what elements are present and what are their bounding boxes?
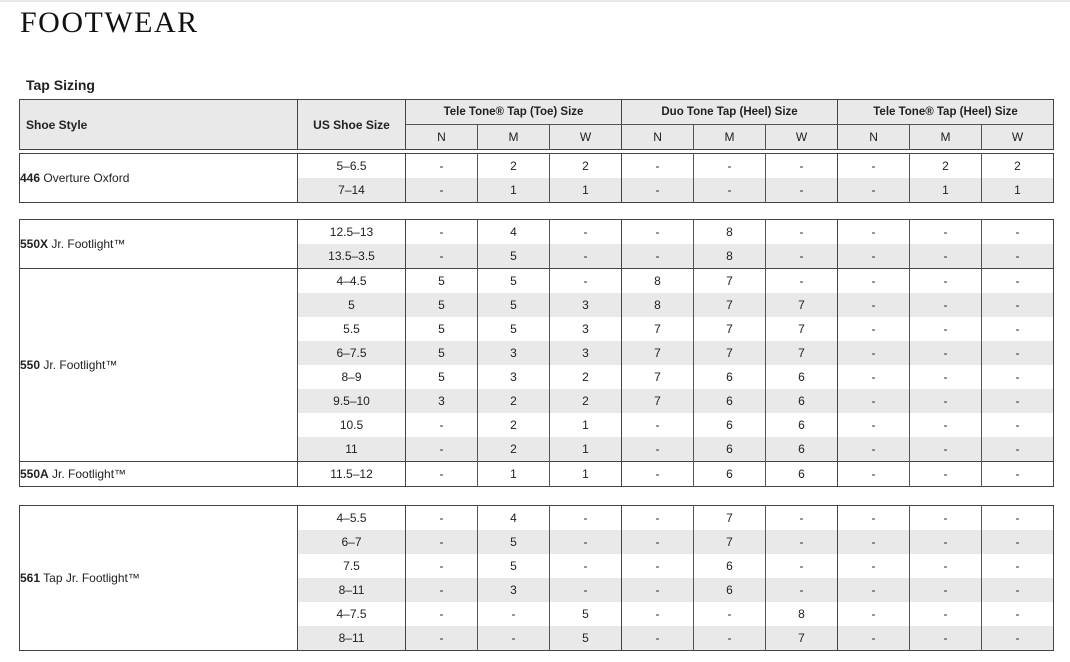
width-header: M	[694, 125, 766, 150]
size-value-cell: -	[910, 413, 982, 437]
size-value-cell: -	[982, 578, 1054, 602]
size-value-cell: -	[622, 626, 694, 651]
size-value-cell: -	[982, 317, 1054, 341]
size-value-cell: 1	[910, 178, 982, 203]
size-value-cell: 8	[622, 269, 694, 294]
size-value-cell: -	[910, 437, 982, 462]
size-value-cell: 5	[478, 269, 550, 294]
size-value-cell: 1	[982, 178, 1054, 203]
shoe-size-cell: 6–7	[298, 530, 406, 554]
tele-tone-toe-header: Tele Tone® Tap (Toe) Size	[406, 100, 622, 125]
size-value-cell: -	[910, 626, 982, 651]
size-value-cell: -	[766, 244, 838, 269]
size-value-cell: 3	[478, 578, 550, 602]
size-value-cell: -	[655, 418, 660, 432]
shoe-size-cell: 8–11	[298, 578, 406, 602]
size-value-cell: -	[406, 437, 478, 462]
size-value-cell: 2	[478, 413, 550, 437]
size-value-cell: -	[550, 244, 622, 269]
size-value-cell: 3	[550, 317, 622, 341]
size-value-cell: -	[910, 341, 982, 365]
size-value-cell: -	[910, 389, 982, 413]
size-value-cell: 2	[910, 154, 982, 179]
width-header: N	[622, 125, 694, 150]
size-value-cell: 8	[694, 244, 766, 269]
shoe-size-cell: 4–7.5	[298, 602, 406, 626]
size-value-cell: -	[766, 578, 838, 602]
size-value-cell: -	[766, 154, 838, 179]
size-value-cell: 5	[406, 293, 478, 317]
size-value-cell: -	[910, 293, 982, 317]
size-value-cell: -	[982, 437, 1054, 462]
size-value-cell: -	[871, 370, 876, 384]
shoe-size-cell: 9.5–10	[298, 389, 406, 413]
size-value-cell: -	[838, 293, 910, 317]
size-value-cell: 3	[478, 341, 550, 365]
width-header: W	[982, 125, 1054, 150]
shoe-size-cell: 7–14	[298, 178, 406, 203]
size-value-cell: 1	[478, 178, 550, 203]
page-title: FOOTWEAR	[20, 6, 199, 39]
size-value-cell: -	[622, 437, 694, 462]
width-header: W	[550, 125, 622, 150]
table-row	[20, 462, 1054, 487]
size-value-cell: -	[838, 578, 910, 602]
size-value-cell: -	[439, 159, 444, 173]
size-value-cell: -	[838, 437, 910, 462]
style-name: Jr. Footlight™	[48, 237, 126, 251]
size-value-cell: 6	[766, 389, 838, 413]
shoe-size-cell: 7.5	[298, 554, 406, 578]
size-value-cell: -	[766, 178, 838, 203]
size-value-cell: 6	[694, 389, 766, 413]
shoe-style-cell	[20, 220, 298, 269]
size-value-cell: -	[478, 602, 550, 626]
size-value-cell: -	[766, 269, 838, 294]
size-value-cell: 5	[478, 317, 550, 341]
width-header: N	[838, 125, 910, 150]
size-value-cell: 5	[478, 554, 550, 578]
shoe-style-cell	[20, 462, 298, 487]
size-value-cell: 2	[478, 437, 550, 462]
size-value-cell: 1	[550, 437, 622, 462]
style-name: Jr. Footlight™	[48, 467, 127, 481]
size-value-cell: -	[910, 602, 982, 626]
shoe-style-header: Shoe Style	[20, 100, 298, 150]
size-value-cell: -	[871, 225, 876, 239]
size-value-cell: -	[655, 607, 660, 621]
size-value-cell: -	[694, 178, 766, 203]
size-value-cell: 3	[478, 365, 550, 389]
size-value-cell: -	[838, 389, 910, 413]
shoe-size-cell: 6–7.5	[298, 341, 406, 365]
size-value-cell: -	[406, 626, 478, 651]
size-value-cell: -	[622, 530, 694, 554]
size-value-cell: 7	[766, 341, 838, 365]
size-value-cell: 7	[766, 626, 838, 651]
size-value-cell: -	[766, 506, 838, 531]
size-value-cell: 6	[694, 437, 766, 462]
shoe-size-cell: 4–4.5	[298, 269, 406, 294]
size-value-cell: -	[910, 317, 982, 341]
shoe-size-cell: 11	[298, 437, 406, 462]
size-value-cell: -	[655, 511, 660, 525]
size-value-cell: 3	[406, 389, 478, 413]
size-value-cell: -	[910, 462, 982, 487]
size-value-cell: -	[982, 602, 1054, 626]
size-value-cell: -	[910, 506, 982, 531]
width-header: M	[478, 125, 550, 150]
size-value-cell: 2	[550, 389, 622, 413]
size-value-cell: -	[982, 530, 1054, 554]
size-value-cell: -	[910, 530, 982, 554]
shoe-size-cell: 4–5.5	[298, 506, 406, 531]
size-value-cell: 4	[478, 220, 550, 245]
style-code: 550	[20, 358, 41, 372]
size-value-cell: 2	[478, 389, 550, 413]
tele-tone-heel-header: Tele Tone® Tap (Heel) Size	[838, 100, 1054, 125]
size-value-cell: 2	[478, 154, 550, 179]
size-value-cell: -	[694, 626, 766, 651]
size-value-cell: 5	[438, 322, 445, 336]
size-value-cell: -	[982, 389, 1054, 413]
size-value-cell: 6	[694, 365, 766, 389]
size-value-cell: -	[439, 418, 444, 432]
tap-sizing-table-550	[19, 219, 1054, 487]
shoe-size-cell: 12.5–13	[298, 220, 406, 245]
size-value-cell: -	[622, 244, 694, 269]
size-value-cell: -	[838, 530, 910, 554]
size-value-cell: 7	[622, 389, 694, 413]
size-value-cell: 3	[550, 293, 622, 317]
style-code: 446	[20, 171, 41, 185]
size-value-cell: -	[838, 269, 910, 294]
shoe-size-cell: 5	[298, 293, 406, 317]
size-value-cell: 6	[694, 554, 766, 578]
style-name: Tap Jr. Footlight™	[40, 571, 140, 585]
us-shoe-size-header: US Shoe Size	[298, 100, 406, 150]
size-value-cell: 7	[694, 530, 766, 554]
size-value-cell: -	[439, 511, 444, 525]
size-value-cell: 7	[694, 506, 766, 531]
size-value-cell: -	[655, 159, 660, 173]
size-value-cell: -	[838, 626, 910, 651]
style-name: Overture Oxford	[40, 171, 130, 185]
size-value-cell: -	[910, 578, 982, 602]
size-value-cell: -	[622, 578, 694, 602]
size-value-cell: -	[871, 159, 876, 173]
size-value-cell: 7	[622, 341, 694, 365]
size-value-cell: -	[871, 418, 876, 432]
size-value-cell: -	[655, 225, 660, 239]
size-value-cell: 2	[982, 154, 1054, 179]
shoe-size-cell: 10.5	[298, 413, 406, 437]
size-value-cell: -	[838, 462, 910, 487]
shoe-size-cell: 8–11	[298, 626, 406, 651]
shoe-size-cell: 8–9	[298, 365, 406, 389]
size-value-cell: -	[550, 578, 622, 602]
style-code: 550A	[20, 467, 49, 481]
size-value-cell: 7	[694, 341, 766, 365]
size-value-cell: 5	[438, 370, 445, 384]
size-value-cell: -	[694, 602, 766, 626]
size-value-cell: -	[655, 559, 660, 573]
width-header: W	[766, 125, 838, 150]
size-value-cell: 3	[550, 341, 622, 365]
table-row	[20, 220, 1054, 245]
size-value-cell: 6	[694, 462, 766, 487]
size-value-cell: -	[982, 626, 1054, 651]
size-value-cell: 6	[766, 462, 838, 487]
size-value-cell: -	[406, 530, 478, 554]
size-value-cell: -	[871, 559, 876, 573]
shoe-style-cell	[20, 506, 298, 651]
size-value-cell: 8	[694, 220, 766, 245]
size-value-cell: -	[982, 341, 1054, 365]
size-value-cell: -	[550, 530, 622, 554]
size-value-cell: -	[910, 554, 982, 578]
size-value-cell: 7	[694, 317, 766, 341]
shoe-style-cell	[20, 269, 298, 462]
size-value-cell: 5	[406, 341, 478, 365]
size-value-cell: 6	[694, 413, 766, 437]
section-title: Tap Sizing	[26, 77, 95, 93]
size-value-cell: 7	[766, 317, 838, 341]
size-value-cell: 5	[550, 602, 622, 626]
size-value-cell: -	[439, 607, 444, 621]
size-value-cell: 6	[766, 413, 838, 437]
size-value-cell: -	[406, 244, 478, 269]
size-value-cell: 6	[694, 578, 766, 602]
shoe-size-cell: 13.5–3.5	[298, 244, 406, 269]
size-value-cell: 4	[478, 506, 550, 531]
duo-tone-heel-header: Duo Tone Tap (Heel) Size	[622, 100, 838, 125]
size-value-cell: -	[910, 365, 982, 389]
size-value-cell: -	[478, 626, 550, 651]
size-value-cell: 7	[766, 293, 838, 317]
size-value-cell: -	[910, 220, 982, 245]
size-value-cell: -	[982, 462, 1054, 487]
size-value-cell: -	[982, 554, 1054, 578]
size-value-cell: -	[982, 365, 1054, 389]
size-value-cell: -	[982, 506, 1054, 531]
top-divider	[0, 0, 1070, 2]
size-value-cell: 7	[694, 269, 766, 294]
size-value-cell: 5	[478, 530, 550, 554]
size-value-cell: 5	[406, 269, 478, 294]
size-value-cell: 1	[550, 413, 622, 437]
size-value-cell: -	[982, 413, 1054, 437]
shoe-size-cell: 5–6.5	[298, 154, 406, 179]
size-value-cell: -	[550, 506, 622, 531]
size-value-cell: -	[694, 154, 766, 179]
width-header: M	[910, 125, 982, 150]
size-value-cell: 6	[766, 365, 838, 389]
size-value-cell: 7	[654, 322, 661, 336]
tap-sizing-table-446	[19, 153, 1054, 203]
size-value-cell: -	[871, 322, 876, 336]
size-value-cell: 5	[478, 293, 550, 317]
size-value-cell: 5	[478, 244, 550, 269]
size-value-cell: 2	[550, 365, 622, 389]
size-value-cell: -	[871, 607, 876, 621]
size-value-cell: -	[550, 220, 622, 245]
table-row	[20, 506, 1054, 531]
size-value-cell: -	[766, 554, 838, 578]
size-value-cell: -	[838, 244, 910, 269]
table-row	[20, 154, 1054, 179]
size-value-cell: -	[550, 269, 622, 294]
size-value-cell: -	[910, 244, 982, 269]
shoe-size-cell: 11.5–12	[298, 462, 406, 487]
size-value-cell: -	[622, 178, 694, 203]
tap-sizing-table-561	[19, 505, 1054, 651]
size-value-cell: 8	[622, 293, 694, 317]
table-row	[20, 269, 1054, 294]
size-value-cell: -	[910, 269, 982, 294]
shoe-size-cell: 5.5	[298, 317, 406, 341]
size-value-cell: 6	[766, 437, 838, 462]
size-value-cell: 1	[478, 462, 550, 487]
size-value-cell: 8	[766, 602, 838, 626]
size-value-cell: -	[406, 578, 478, 602]
size-value-cell: -	[982, 269, 1054, 294]
size-value-cell: 7	[694, 293, 766, 317]
size-value-cell: -	[550, 554, 622, 578]
size-value-cell: -	[766, 220, 838, 245]
size-value-cell: 1	[550, 178, 622, 203]
size-value-cell: -	[622, 462, 694, 487]
size-value-cell: 5	[550, 626, 622, 651]
width-header: N	[406, 125, 478, 150]
style-code: 561	[20, 571, 41, 585]
size-value-cell: -	[871, 511, 876, 525]
size-value-cell: -	[406, 462, 478, 487]
size-value-cell: -	[766, 530, 838, 554]
size-value-cell: -	[982, 220, 1054, 245]
style-code: 550X	[20, 237, 49, 251]
size-value-cell: -	[439, 225, 444, 239]
size-value-cell: -	[982, 244, 1054, 269]
size-value-cell: 1	[550, 462, 622, 487]
size-value-cell: 2	[550, 154, 622, 179]
shoe-style-cell	[20, 154, 298, 203]
size-value-cell: 7	[654, 370, 661, 384]
size-value-cell: -	[406, 178, 478, 203]
size-value-cell: -	[838, 178, 910, 203]
size-value-cell: -	[838, 341, 910, 365]
style-name: Jr. Footlight™	[40, 358, 118, 372]
size-value-cell: -	[982, 293, 1054, 317]
tap-sizing-header	[19, 99, 1054, 150]
size-value-cell: -	[439, 559, 444, 573]
